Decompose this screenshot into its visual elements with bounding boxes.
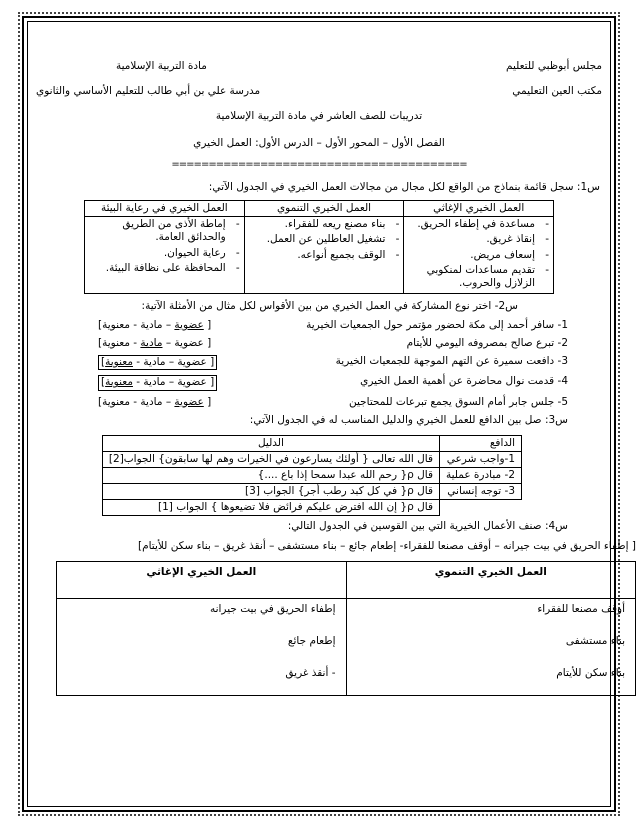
q3-motive: 2- مبادرة عملية [439, 468, 521, 484]
table-row [102, 500, 521, 516]
q2-option-o1[interactable]: عضوية [174, 337, 204, 350]
table-row [102, 484, 521, 500]
list-item: - مساعدة في إطفاء الحريق. [408, 218, 535, 231]
q2-example-text: 4- قدمت نوال محاضرة عن أهمية العمل الخيري [360, 375, 568, 388]
header-row-2 [36, 85, 602, 98]
q4-development-item: أوقف مصنعا للفقراء [346, 598, 636, 631]
council-name: مجلس أبوظبي للتعليم [505, 60, 602, 72]
q3-evidence: قال ρ{ رحم الله عبدا سمحا إذا باع ....} [102, 468, 439, 484]
q1-header-relief: العمل الخيري الإغاثي [404, 201, 554, 217]
question-3-table [102, 435, 522, 517]
table-row [102, 451, 521, 467]
q4-header-relief: العمل الخيري الإغاثي [57, 561, 347, 598]
q2-options: [ عضوية – مادية - معنوية] [98, 355, 217, 370]
q4-relief-item: إطعام جائع [57, 631, 347, 663]
q2-option-o2[interactable]: مادية [140, 337, 163, 350]
list-item: - تشغيل العاطلين عن العمل. [249, 233, 386, 246]
q4-development-item: بناء سكن للأيتام [346, 663, 636, 696]
q3-evidence: قال ρ{ في كل كبد رطب أجر} الجواب [3] [102, 484, 439, 500]
q1-header-development: العمل الخيري التنموي [244, 201, 404, 217]
q2-example-text: 5- جلس جابر أمام السوق يجمع تبرعات للمحتاجين [348, 395, 568, 408]
q2-option-o3[interactable]: معنوية [105, 376, 133, 389]
header-row-1 [36, 60, 602, 73]
worksheet-content [30, 58, 636, 696]
subject-name: مادة التربية الإسلامية [116, 60, 207, 72]
list-item [98, 355, 568, 370]
list-item: - المحافظة على نظافة البيئة. [89, 262, 226, 275]
table-row [57, 631, 636, 663]
q1-relief-cell [404, 217, 554, 294]
list-item: - إماطة الأذى من الطريق والحدائق العامة. [89, 218, 226, 244]
question-2-list [30, 319, 568, 409]
list-item: - إسعاف مريض. [408, 249, 535, 262]
q3-motive: 1-واجب شرعي [439, 451, 521, 467]
list-item [98, 319, 568, 332]
q2-option-o1[interactable]: عضوية [174, 319, 204, 331]
question-4-text: س4: صنف الأعمال الخيرية التي بين القوسين في الجدول التالي: [287, 520, 568, 533]
question-1-table [84, 200, 554, 294]
list-item: - بناء مصنع ريعه للفقراء. [249, 218, 386, 231]
q3-motive [439, 500, 521, 516]
list-item: - تقديم مساعدات لمنكوبي الزلازل والحروب. [408, 264, 535, 290]
q3-header-evidence: الدليل [102, 435, 439, 451]
q4-relief-item: إطفاء الحريق في بيت جيرانه [57, 598, 347, 631]
q2-options: [ عضوية – مادية - معنوية] [98, 395, 212, 408]
q1-header-environment: العمل الخيري في رعاية البيئة [85, 201, 245, 217]
q3-evidence: قال الله تعالى { أولئك يسارعون في الخيرات وهم لها سابقون} الجواب[2] [102, 451, 439, 467]
question-1-text: س1: سجل قائمة بنماذج من الواقع لكل مجال من مجالات العمل الخيري في الجدول الآتي: [208, 181, 600, 193]
q4-relief-item: - أنقذ غريق [57, 663, 347, 696]
q2-options: [ عضوية – مادية - معنوية] [98, 319, 212, 331]
office-name: مكتب العين التعليمي [512, 85, 602, 98]
q2-option-o3[interactable]: معنوية [102, 319, 130, 331]
q2-option-o3[interactable]: معنوية [102, 395, 130, 408]
list-item [98, 337, 568, 350]
q1-environment-cell [85, 217, 245, 294]
question-2-text: س2- اختر نوع المشاركة في العمل الخيري من بين الأقواس لكل مثال من الأمثلة الآتية: [141, 299, 518, 312]
q2-example-text: 1- سافر أحمد إلى مكة لحضور مؤتمر حول الجمعيات الخيرية [306, 319, 568, 331]
list-item: - الوقف بجميع أنواعه. [249, 249, 386, 262]
table-row [57, 663, 636, 696]
list-item: - إنقاذ غريق. [408, 233, 535, 246]
q3-motive: 3- توجه إنساني [439, 484, 521, 500]
q2-example-text: 3- دافعت سميرة عن التهم الموجهة للجمعيات الخيرية [335, 355, 568, 368]
q2-option-o1[interactable]: عضوية [177, 376, 207, 389]
q2-option-o3[interactable]: معنوية [105, 356, 133, 369]
q2-example-text: 2- تبرع صالح بمصروفه اليومي للأيتام [406, 337, 568, 350]
q2-option-o2[interactable]: مادية [143, 356, 166, 369]
separator-line: ======================================== [171, 158, 467, 170]
question-3-text: س3: صل بين الدافع للعمل الخيري والدليل المناسب له في الجدول الآتي: [249, 413, 568, 426]
lesson-title: الفصل الأول – المحور الأول – الدرس الأول: العمل الخيري [193, 137, 445, 150]
q2-option-o1[interactable]: عضوية [174, 395, 204, 408]
list-item [98, 375, 568, 390]
q2-option-o2[interactable]: مادية [143, 376, 166, 389]
q2-options: [ عضوية – مادية - معنوية] [98, 337, 212, 350]
q2-options: [ عضوية – مادية - معنوية] [98, 375, 217, 390]
table-row [102, 468, 521, 484]
question-4-word-bank: [ إطفاء الحريق في بيت جيرانه – أوقف مصنعا للفقراء- إطعام جائع – بناء مستشفى – أنقذ غريق – بناء سكن للأيتام] [138, 539, 636, 552]
question-4-table [56, 561, 636, 696]
q3-header-motive: الدافع [439, 435, 521, 451]
worksheet-title: تدريبات للصف العاشر في مادة التربية الإسلامية [215, 110, 423, 123]
list-item: - رعاية الحيوان. [89, 247, 226, 260]
q4-header-development: العمل الخيري التنموي [346, 561, 636, 598]
q4-development-item: بناء مستشفى [346, 631, 636, 663]
q1-development-cell [244, 217, 404, 294]
q3-evidence: قال ρ{ إن الله افترض عليكم فرائض فلا تضيعوها } الجواب [1] [102, 500, 439, 516]
q2-option-o3[interactable]: معنوية [102, 337, 130, 350]
table-row [57, 598, 636, 631]
q2-option-o2[interactable]: مادية [140, 319, 163, 331]
school-name: مدرسة علي بن أبي طالب للتعليم الأساسي والثانوي [36, 85, 261, 98]
q2-option-o2[interactable]: مادية [140, 395, 163, 408]
list-item [98, 396, 568, 409]
q2-option-o1[interactable]: عضوية [177, 356, 207, 369]
